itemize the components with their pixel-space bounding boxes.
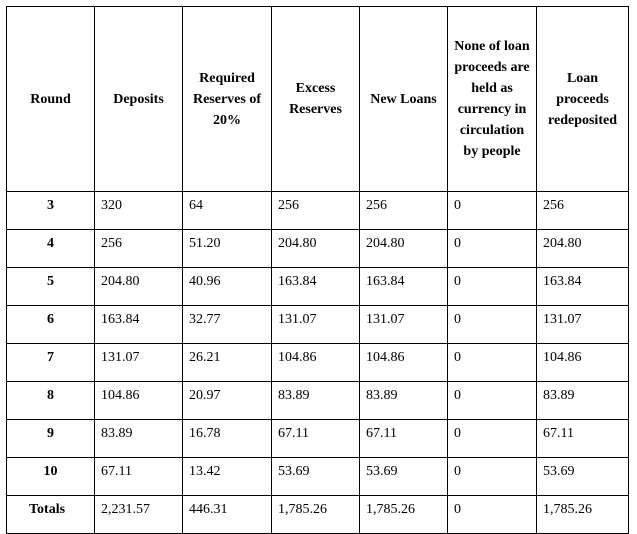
table-row xyxy=(7,382,629,420)
cell-deposits: 320 xyxy=(95,192,183,230)
cell-new-loans: 131.07 xyxy=(360,306,448,344)
cell-deposits: 67.11 xyxy=(95,458,183,496)
cell-totals-label: Totals xyxy=(7,496,95,534)
cell-excess-reserves: 1,785.26 xyxy=(272,496,360,534)
header-excess-reserves: Excess Reserves xyxy=(272,7,360,192)
cell-currency: 0 xyxy=(448,230,537,268)
cell-redeposited: 131.07 xyxy=(537,306,629,344)
header-deposits: Deposits xyxy=(95,7,183,192)
header-required-reserves: Required Reserves of 20% xyxy=(183,7,272,192)
cell-required-reserves: 13.42 xyxy=(183,458,272,496)
cell-new-loans: 83.89 xyxy=(360,382,448,420)
cell-currency: 0 xyxy=(448,382,537,420)
cell-required-reserves: 40.96 xyxy=(183,268,272,306)
header-new-loans: New Loans xyxy=(360,7,448,192)
cell-required-reserves: 16.78 xyxy=(183,420,272,458)
cell-deposits: 104.86 xyxy=(95,382,183,420)
cell-currency: 0 xyxy=(448,496,537,534)
cell-deposits: 2,231.57 xyxy=(95,496,183,534)
table-row xyxy=(7,230,629,268)
cell-redeposited: 83.89 xyxy=(537,382,629,420)
cell-currency: 0 xyxy=(448,420,537,458)
cell-excess-reserves: 163.84 xyxy=(272,268,360,306)
cell-round: 8 xyxy=(7,382,95,420)
cell-new-loans: 163.84 xyxy=(360,268,448,306)
cell-redeposited: 204.80 xyxy=(537,230,629,268)
cell-redeposited: 67.11 xyxy=(537,420,629,458)
cell-deposits: 83.89 xyxy=(95,420,183,458)
cell-currency: 0 xyxy=(448,344,537,382)
header-loan-proceeds-redeposited: Loan proceeds redeposited xyxy=(537,7,629,192)
cell-deposits: 204.80 xyxy=(95,268,183,306)
table-row xyxy=(7,306,629,344)
cell-round: 5 xyxy=(7,268,95,306)
cell-round: 4 xyxy=(7,230,95,268)
cell-currency: 0 xyxy=(448,192,537,230)
totals-row xyxy=(7,496,629,534)
cell-redeposited: 256 xyxy=(537,192,629,230)
cell-excess-reserves: 67.11 xyxy=(272,420,360,458)
header-row xyxy=(7,7,629,192)
cell-required-reserves: 51.20 xyxy=(183,230,272,268)
table-row xyxy=(7,344,629,382)
cell-new-loans: 67.11 xyxy=(360,420,448,458)
cell-new-loans: 104.86 xyxy=(360,344,448,382)
cell-required-reserves: 26.21 xyxy=(183,344,272,382)
cell-new-loans: 53.69 xyxy=(360,458,448,496)
cell-new-loans: 256 xyxy=(360,192,448,230)
cell-required-reserves: 32.77 xyxy=(183,306,272,344)
cell-excess-reserves: 83.89 xyxy=(272,382,360,420)
cell-new-loans: 1,785.26 xyxy=(360,496,448,534)
header-round: Round xyxy=(7,7,95,192)
cell-excess-reserves: 256 xyxy=(272,192,360,230)
cell-deposits: 163.84 xyxy=(95,306,183,344)
cell-required-reserves: 64 xyxy=(183,192,272,230)
cell-round: 3 xyxy=(7,192,95,230)
cell-currency: 0 xyxy=(448,306,537,344)
cell-redeposited: 104.86 xyxy=(537,344,629,382)
cell-round: 9 xyxy=(7,420,95,458)
cell-excess-reserves: 53.69 xyxy=(272,458,360,496)
cell-redeposited: 53.69 xyxy=(537,458,629,496)
cell-round: 10 xyxy=(7,458,95,496)
table-row xyxy=(7,458,629,496)
cell-redeposited: 163.84 xyxy=(537,268,629,306)
header-currency-in-circulation: None of loan proceeds are held as currency in circulation by people xyxy=(448,7,537,192)
cell-round: 7 xyxy=(7,344,95,382)
cell-excess-reserves: 104.86 xyxy=(272,344,360,382)
cell-required-reserves: 446.31 xyxy=(183,496,272,534)
table-row xyxy=(7,420,629,458)
cell-excess-reserves: 131.07 xyxy=(272,306,360,344)
cell-redeposited: 1,785.26 xyxy=(537,496,629,534)
cell-deposits: 256 xyxy=(95,230,183,268)
cell-new-loans: 204.80 xyxy=(360,230,448,268)
table-row xyxy=(7,268,629,306)
cell-round: 6 xyxy=(7,306,95,344)
cell-required-reserves: 20.97 xyxy=(183,382,272,420)
table-row xyxy=(7,192,629,230)
cell-currency: 0 xyxy=(448,458,537,496)
cell-currency: 0 xyxy=(448,268,537,306)
cell-deposits: 131.07 xyxy=(95,344,183,382)
cell-excess-reserves: 204.80 xyxy=(272,230,360,268)
reserves-table xyxy=(6,6,629,534)
